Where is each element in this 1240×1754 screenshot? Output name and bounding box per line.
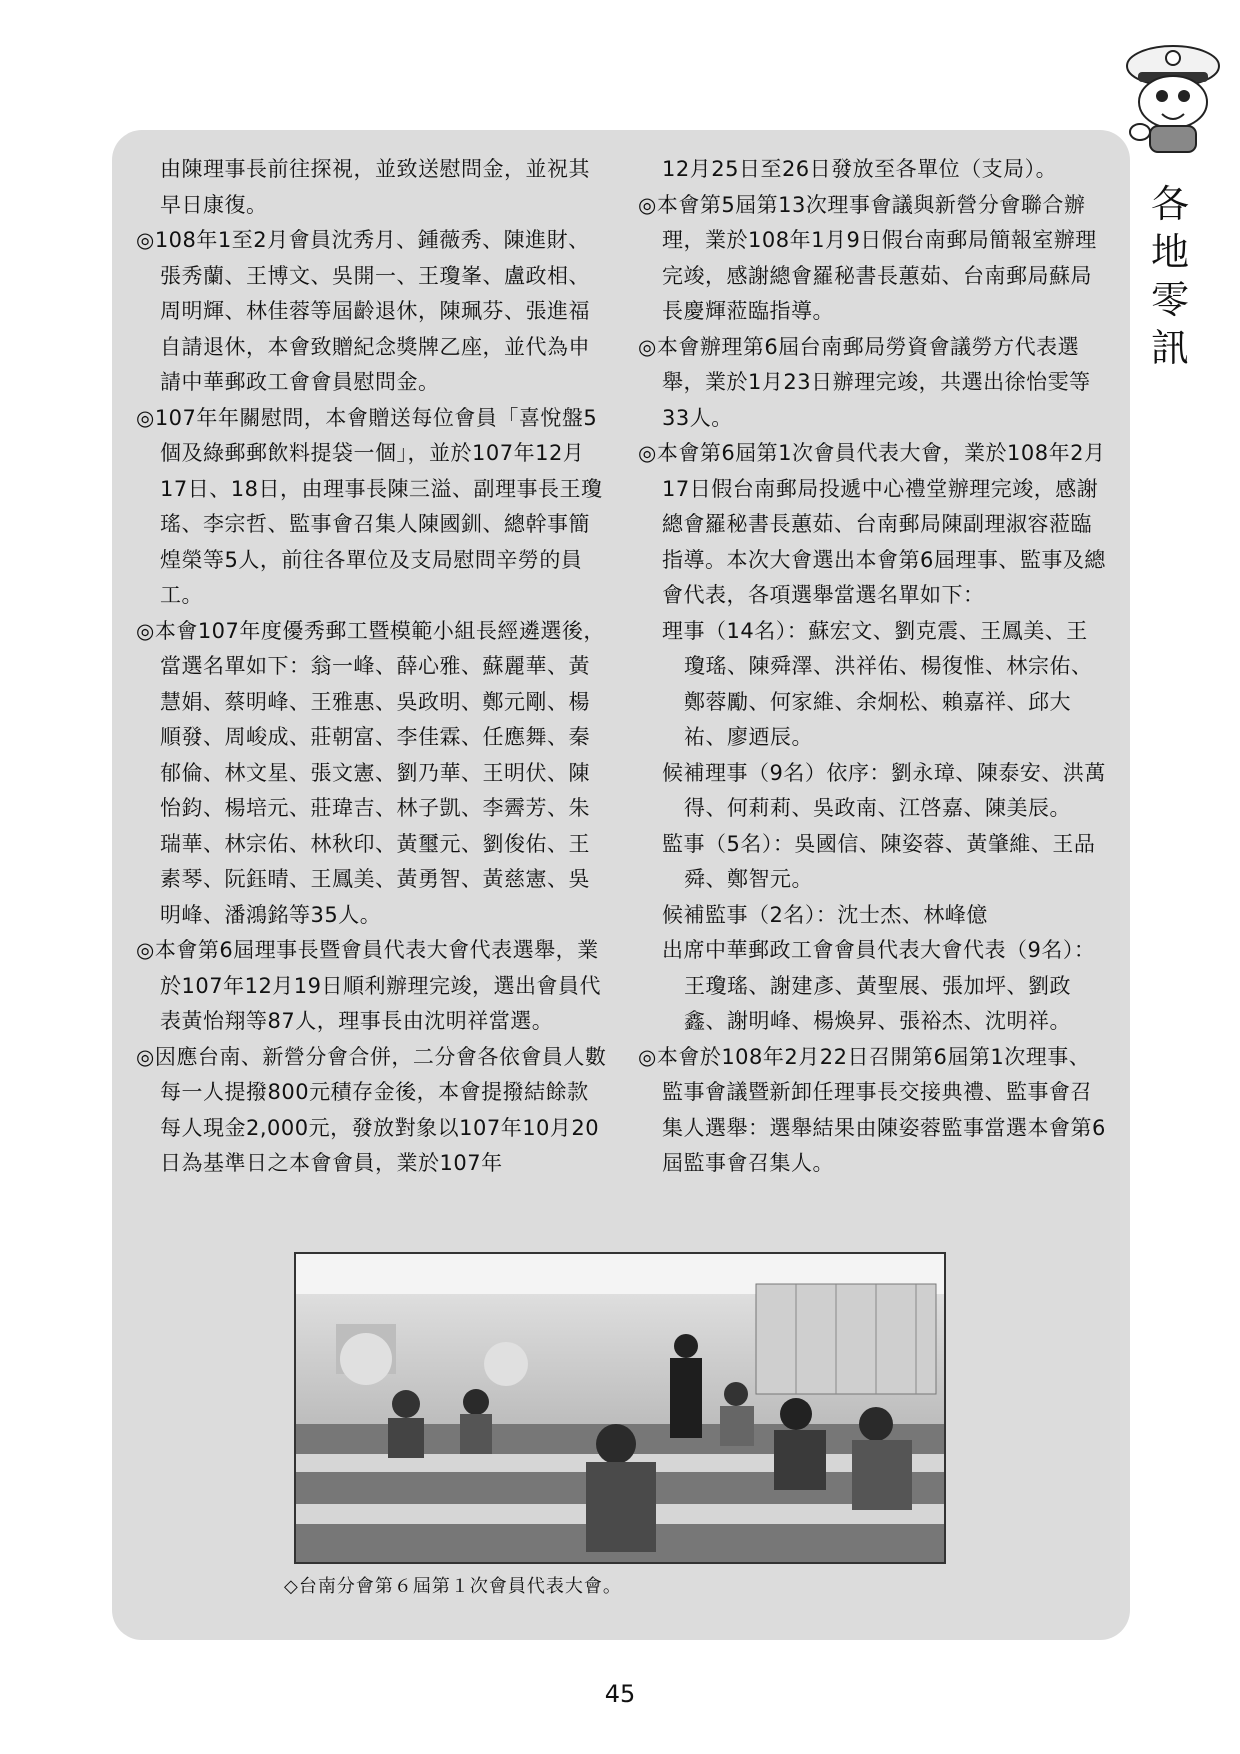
news-item: ◎本會辦理第6屆台南郵局勞資會議勞方代表選舉，業於1月23日辦理完竣，共選出徐怡雯等33人。 [638,334,1091,430]
section-title-char: 訊 [1150,326,1189,370]
election-result: 出席中華郵政工會會員代表大會代表（9名）：王瓊瑤、謝建彥、黃聖展、張加坪、劉政鑫、謝明峰、楊煥昇、張裕杰、沈明祥。 [662,938,1096,1033]
election-result: 候補監事（2名）：沈士杰、林峰億 [662,902,988,927]
news-item: ◎本會107年度優秀郵工暨模範小組長經遴選後，當選名單如下：翁一峰、薛心雅、蘇麗華、黃慧娟、蔡明峰、王雅惠、吳政明、鄭元剛、楊順發、周峻成、莊朝富、李佳霖、任應舞、秦郁倫、林文星、張文憲、劉乃華、王明伏、陳怡鈞、楊培元、莊瑋吉、林子凱、李霽芳、朱瑞華、林宗佑、林秋印、黃璽元、劉俊佑、王素琴、阮鈺晴、王鳳美、黃勇智、黃慈憲、吳明峰、潘鴻銘等35人。 [136,618,605,927]
page-number: 45 [604,1680,636,1708]
left-column [136,152,608,1182]
election-result: 候補理事（9名）依序：劉永璋、陳泰安、洪萬得、何莉莉、吳政南、江啓嘉、陳美辰。 [662,760,1106,820]
news-item: ◎本會第5屆第13次理事會議與新營分會聯合辦理，業於108年1月9日假台南郵局簡報室辦理完竣，感謝總會羅秘書長蕙茹、台南郵局蘇局長慶輝蒞臨指導。 [638,192,1097,323]
section-title-char: 零 [1150,278,1189,322]
election-result: 監事（5名）：吳國信、陳姿蓉、黃肇維、王品舜、鄭智元。 [662,831,1096,891]
postman-mascot-icon [1118,36,1228,156]
section-title-char: 地 [1150,230,1189,274]
meeting-photo [294,1252,946,1564]
news-item: 12月25日至26日發放至各單位（支局）。 [662,157,1058,181]
election-result: 理事（14名）：蘇宏文、劉克震、王鳳美、王瓊瑤、陳舜澤、洪祥佑、楊復惟、林宗佑、鄭蓉勵、何家維、余炯松、賴嘉祥、邱大祐、廖迺辰。 [662,618,1093,749]
news-item: ◎因應台南、新營分會合併，二分會各依會員人數每一人提撥800元積存金後，本會提撥結餘款每人現金2,000元，發放對象以107年10月20日為基準日之本會會員，業於107年 [136,1044,607,1175]
news-item: ◎108年1至2月會員沈秀月、鍾薇秀、陳進財、張秀蘭、王博文、吳開一、王瓊峯、盧政相、周明輝、林佳蓉等屆齡退休，陳珮芬、張進福自請退休，本會致贈紀念獎牌乙座，並代為申請中華郵政工會會員慰問金。 [136,228,590,394]
section-title [1140,180,1200,372]
news-item: ◎107年年關慰問，本會贈送每位會員「喜悅盤5個及綠郵郵飲料提袋一個」，並於107年12月17日、18日，由理事長陳三溢、副理事長王瓊瑤、李宗哲、監事會召集人陳國釧、總幹事簡煌榮等5人，前往各單位及支局慰問辛勞的員工。 [136,405,603,607]
right-column [638,152,1108,1182]
news-item: ◎本會第6屆理事長暨會員代表大會代表選舉，業於107年12月19日順利辦理完竣，選出會員代表黃怡翔等87人，理事長由沈明祥當選。 [136,938,602,1033]
section-title-char: 各 [1150,182,1189,226]
news-item: 由陳理事長前往探視，並致送慰問金，並祝其早日康復。 [160,157,590,217]
news-item: ◎本會於108年2月22日召開第6屆第1次理事、監事會議暨新卸任理事長交接典禮、監事會召集人選舉：選舉結果由陳姿蓉監事當選本會第6屆監事會召集人。 [638,1044,1106,1175]
meeting-photo-image [296,1254,944,1562]
photo-caption: ◇台南分會第６屆第１次會員代表大會。 [284,1576,622,1597]
news-item: ◎本會第6屆第1次會員代表大會，業於108年2月17日假台南郵局投遞中心禮堂辦理完竣，感謝總會羅秘書長蕙茹、台南郵局陳副理淑容蒞臨指導。本次大會選出本會第6屆理事、監事及總會代表，各項選舉當選名單如下： [638,441,1106,607]
